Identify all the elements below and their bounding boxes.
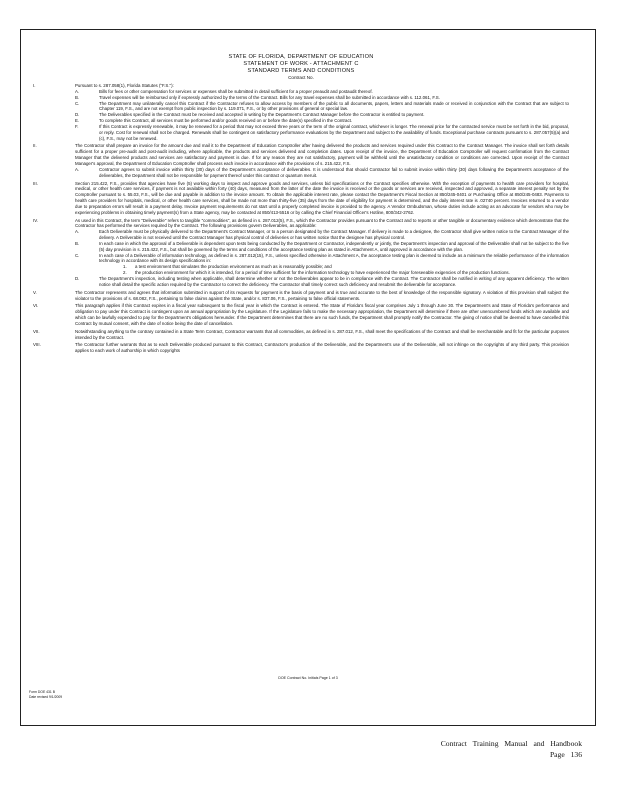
section-number: II. xyxy=(33,143,37,149)
section xyxy=(33,83,569,141)
terms-body xyxy=(21,30,595,354)
section-number: I. xyxy=(33,83,36,88)
section-item xyxy=(75,253,569,276)
form-revised: Date revised 9/1/2009 xyxy=(29,695,63,699)
section-text: Pursuant to s. 287.058(1), Florida Statutes ("F.S."): xyxy=(75,83,174,88)
section-number: V. xyxy=(33,289,37,295)
document-page xyxy=(20,29,596,726)
item-letter: B. xyxy=(75,94,80,100)
section xyxy=(33,218,569,288)
header-agency: STATE OF FLORIDA, DEPARTMENT OF EDUCATION xyxy=(228,54,374,60)
item-text: Each Deliverable must be physically delivered to the Department's Contract Manager, or to a person designated by the Contract Manager. If delivery is made to a designee, the Contractor shall give written notice to the Contract Manager of the delivery. A Deliverable is not received until the Contract Manager has physical control of deliveries or has written notice that the designee has physical control. xyxy=(99,229,569,241)
section xyxy=(33,329,569,341)
section xyxy=(33,181,569,216)
item-text: If this Contract is expressly renewable, it may be renewed for a period that may not exceed three years or the term of the original contract, whichever is longer. The renewal price for the contracted service must be set forth in the bid, proposal, or reply. Cost for renewal shall not be charged. Renewals shall be contingent on satisfactory performance evaluations by the Department and subject to the availability of funds. Exceptional purchase contracts pursuant to s. 287.057(5)(a) and (c), F.S., may not be renewed. xyxy=(99,123,569,141)
item-text: Travel expenses will be reimbursed only if expressly authorized by the terms of the Contract. Bills for any travel expenses shall be submitted in accordance with s. 112.061, F.S. xyxy=(99,94,440,100)
item-letter: B. xyxy=(75,240,80,246)
section-item xyxy=(75,276,569,288)
item-text: The Department's inspection, including testing when applicable, shall determine whether or not the Deliverables appear to be in compliance with the Contract. The Contractor shall be notified in writing of any apparent deficiency. The written notice shall detail the specific action required by the Contractor to correct the deficiency. The Contractor shall timely correct such deficiency and resubmit the deliverable for acceptance. xyxy=(99,276,569,287)
item-letter: A. xyxy=(75,229,80,235)
section xyxy=(33,143,569,178)
item-letter: C. xyxy=(75,100,80,106)
item-letter: D. xyxy=(75,112,80,118)
item-letter: A. xyxy=(75,88,80,94)
section-text: Notwithstanding anything to the contrary contained in a State Term Contract, Contractor warrants that all commodities, as defined in s. 287.012, F.S., shall meet the specifications of the Contract and shall be merchantable and fit for the particular purposes intended by the Contract. xyxy=(75,328,569,340)
item-text: Bills for fees or other compensation for services or expenses shall be submitted in detail sufficient for a proper preaudit and postaudit thereof. xyxy=(99,88,373,94)
item-text: Contractor agrees to submit invoice within thirty (30) days of the Department's acceptance of deliverables. It is understood that should Contractor fail to submit invoice within thirty (30) days following the Department's acceptance of the deliverables, the Department shall not be responsible for payment thereof under this contract or quantum meruit. xyxy=(99,166,569,178)
section xyxy=(33,303,569,326)
item-letter: F. xyxy=(75,123,79,129)
section-number: VII. xyxy=(33,328,40,334)
header-contract-no: Contract No. xyxy=(288,75,314,80)
section-text: As used in this Contract, the term "Deliverable" refers to tangible "commodities", as defined in s. 287.012(5), F.S., which the Contractor provides pursuant to the Contract and to reports or other tangible or documentary evidence which demonstrate that the Contractor has performed the services required by the Contract. The following provisions govern Deliverables, as applicable: xyxy=(75,217,569,229)
sections-list xyxy=(33,83,569,354)
header-title: STANDARD TERMS AND CONDITIONS xyxy=(247,68,355,74)
section-number: VIII. xyxy=(33,342,41,348)
item-letter: E. xyxy=(75,118,80,124)
section-item xyxy=(75,167,569,179)
item-letter: A. xyxy=(75,166,80,172)
section-item xyxy=(75,101,569,113)
item-letter: C. xyxy=(75,252,80,258)
item-text: In each case of a Deliverable of information technology, as defined in s. 287.012(15), F.S., unless specified otherwise in Attachment A, the acceptance testing plan is deemed to include as a minimum the reliable performance of the information technology in accordance with its design specifications in: xyxy=(99,252,569,264)
form-identifier xyxy=(29,690,62,700)
section xyxy=(33,290,569,302)
item-text: In each case in which the approval of a Deliverable is dependent upon tests being conducted by the Department or Contractor, independently or jointly, the Department's inspection and approval of the Deliverable shall not be subject to the five (5) day provision in s. 215.422, F.S., but shall be governed by the terms and conditions of the acceptance testing plan as stated in Attachment A, until approved in accordance with the plan. xyxy=(99,240,569,252)
sub-item-number: 2. xyxy=(123,270,127,276)
handbook-title: Contract Training Manual and Handbook xyxy=(440,739,582,748)
handbook-footer xyxy=(412,738,582,760)
form-number: Form DOE 431 B xyxy=(29,690,56,694)
sub-item-text: a test environment that simulates the production environment as much as is reasonably possible; and xyxy=(135,264,332,270)
sub-item-number: 1. xyxy=(123,264,127,270)
section-item xyxy=(75,124,569,142)
sub-item-text: the production environment for which it is intended, for a period of time sufficient for the information technology to have experienced the major foreseeable exigencies of the production functions. xyxy=(135,270,510,276)
item-letter: D. xyxy=(75,276,80,281)
section-text: Section 215.422, F.S., provides that agencies have five (5) working days to inspect and approve goods and services, unless bid specifications or the Contract specifies otherwise. With the exception of payments to health care providers for hospital, medical, or other health care services, if payment is not available within forty (40) days, measured from the latter of the date the invoice is received or the goods or services are received, inspected and approved, a separate interest penalty set by the Comptroller pursuant to s. 55.03, F.S., will be due and payable in addition to the invoice amount. To obtain the applicable interest rate, please contact the Department's Fiscal Section at 850/245-0401 or Purchasing Office at 850/245-0483. Payments to health care providers for hospitals, medical, or other health care services, shall be made not more than thirty-five (35) days from the date of eligibility for payment is determined, and the daily interest rate is .02740 percent. Invoices returned to a vendor due to preparation errors will result in a payment delay. Invoice payment requirements do not start until a properly completed invoice is provided to the agency. A Vendor Ombudsman, whose duties include acting as an advocate for vendors who may be experiencing problems in obtaining timely payment(s) from a State agency, may be contacted at 850/413-5516 or by calling the Chief Financial Officer's Hotline, 800/342-2762. xyxy=(75,180,569,215)
section-text: The Contractor further warrants that as to each Deliverable produced pursuant to this Contract, Contractor's production of the Deliverable, and the Department's use of the Deliverable, will not infringe on the copyrights of any third party. This provision applies to each work of authorship in which copyrights xyxy=(75,342,569,354)
section xyxy=(33,342,569,354)
page-number: Page 136 xyxy=(549,750,582,759)
section-item xyxy=(75,241,569,253)
item-text: To complete this Contract, all services must be performed and/or goods received on or before the date(s) specified in the Contract. xyxy=(99,118,353,124)
section-number: IV. xyxy=(33,217,38,223)
section-text: The Contractor shall prepare an invoice for the amount due and mail it to the Department of Education Comptroller after having delivered the products and services required under this Contract to the Contract Manager. The invoice shall set forth details sufficient for a proper pre-audit and post-audit including, where applicable, the products and services delivered and completion dates. Upon receipt of the invoice, the Department of Education Comptroller will request confirmation from the Contract Manager that the delivered products and services are satisfactory and payment is due. If for any reason they are not satisfactory, payment will be withheld until the unsatisfactory condition or conditions are corrected. Upon receipt of the Contract Manager's approval, the Department of Education Comptroller shall process each invoice in accordance with the provisions of s. 215.422, F.S. xyxy=(75,143,569,166)
section-item xyxy=(75,229,569,241)
section-number: III. xyxy=(33,180,38,186)
header-statement: STATEMENT OF WORK - ATTACHMENT C xyxy=(243,61,359,67)
item-text: The Deliverables specified in the Contract must be received and accepted in writing by the Department's Contract Manager before the Contractor is entitled to payment. xyxy=(99,112,425,118)
page-footer-line: DOE Contract No. Initials Page 1 of 3 xyxy=(278,676,338,680)
section-text: This paragraph applies if this Contract expires in a fiscal year subsequent to the fiscal year in which the Contract is entered. The State of Florida's fiscal year comprises July 1 through June 30. The Department's and State of Florida's performance and obligation to pay under this Contract is contingent upon an annual appropriation by the Legislature. If the Legislature fails to make the necessary appropriation, the Department will determine if there are other unencumbered funds which are available and which can be lawfully expended to pay for the Department's obligations hereunder. If the Department determines that there are no such funds, the Department shall promptly notify the Contractor. The giving of notice shall be deemed to have cancelled this Contract by mutual consent, with the date of notice being the date of cancellation. xyxy=(75,303,569,326)
section-number: VI. xyxy=(33,303,39,309)
section-text: The Contractor represents and agrees that information submitted in support of its requests for payment is the basis of payment and is true and accurate to the best of knowledge of the responsible signatory. A violation of this provision shall subject the violator to the provisions of s. 68.082, F.S., pertaining to false claims against the State, and/or s. 837.06, F.S., pertaining to false official statements. xyxy=(75,289,569,301)
item-text: The Department may unilaterally cancel this Contract if the Contractor refuses to allow access by members of the public to all documents, papers, letters and materials made or received in conjunction with the Contract that are subject to Chapter 119, F.S., and are not exempt from public inspection by s. 119.071, F.S., or by other provisions of general or special law. xyxy=(99,100,569,112)
